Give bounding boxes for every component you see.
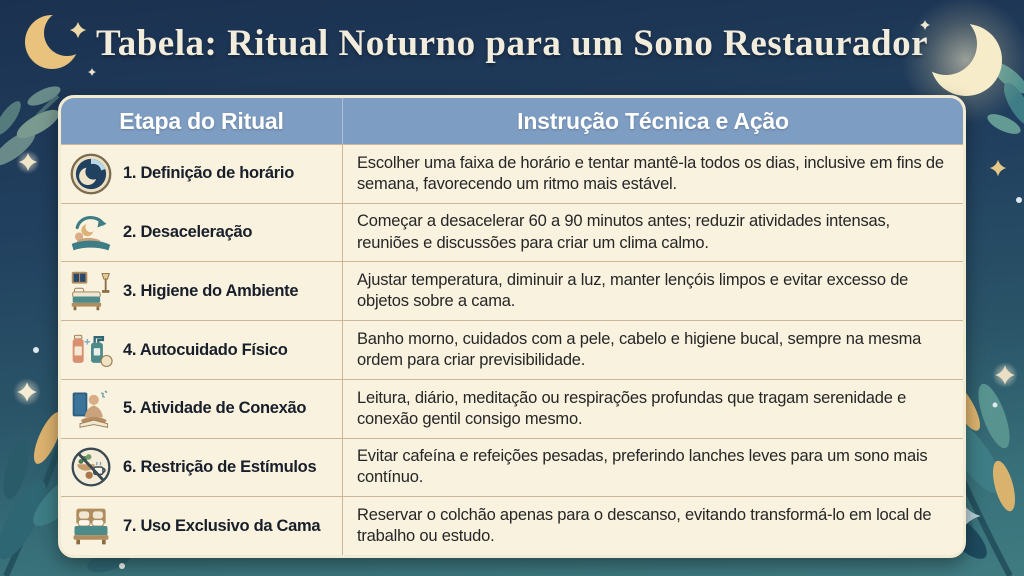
ritual-table [58, 95, 966, 558]
step-cell [61, 380, 343, 438]
table-row [61, 496, 963, 555]
step-label: 4. Autocuidado Físico [123, 340, 288, 359]
sparkle-star-icon [88, 68, 96, 76]
toiletries-icon [69, 328, 113, 372]
table-row [61, 320, 963, 379]
instruction-cell [343, 497, 963, 555]
bedroom-icon [69, 269, 113, 313]
table-row [61, 144, 963, 203]
step-cell [61, 497, 343, 555]
instruction-text: Banho morno, cuidados com a pele, cabelo e higiene bucal, sempre na mesma ordem para criar previsibilidade. [357, 329, 922, 370]
table-body [61, 144, 963, 555]
table-row [61, 261, 963, 320]
no-stimulants-icon [69, 445, 113, 489]
instruction-text: Reservar o colchão apenas para o descanso, evitando transformá-lo em local de trabalho ou estudo. [357, 506, 932, 546]
step-label: 3. Higiene do Ambiente [123, 281, 299, 300]
page-title: Tabela: Ritual Noturno para um Sono Restaurador [95, 23, 929, 64]
step-label: 2. Desaceleração [123, 223, 253, 242]
instruction-text: Escolher uma faixa de horário e tentar mantê-la todos os dias, inclusive em fins de semana, favorecendo um ritmo mais estável. [357, 153, 944, 193]
step-label: 7. Uso Exclusivo da Cama [123, 516, 321, 535]
step-cell [61, 321, 343, 379]
instruction-cell [343, 439, 963, 497]
meditation-icon [69, 387, 113, 431]
table-row [61, 438, 963, 497]
step-cell [61, 204, 343, 262]
instruction-text: Leitura, diário, meditação ou respirações profundas que tragam serenidade e conexão gentil consigo mesmo. [357, 388, 907, 428]
bed-icon [69, 504, 113, 548]
instruction-text: Ajustar temperatura, diminuir a luz, manter lençóis limpos e evitar excesso de objetos sobre a cama. [357, 271, 909, 311]
instruction-text: Começar a desacelerar 60 a 90 minutos antes; reduzir atividades intensas, reuniões e discussões para criar um clima calmo. [357, 212, 890, 252]
step-label: 1. Definição de horário [123, 164, 294, 183]
instruction-text: Evitar cafeína e refeições pesadas, preferindo lanches leves para um sono mais contínuo. [357, 447, 928, 487]
column-header-etapa: Etapa do Ritual [61, 98, 343, 144]
instruction-cell [343, 380, 963, 438]
step-cell [61, 145, 343, 203]
clock-moon-icon [69, 152, 113, 196]
step-cell [61, 439, 343, 497]
column-header-instrucao: Instrução Técnica e Ação [517, 107, 789, 134]
table-row [61, 379, 963, 438]
table-header-row [61, 98, 963, 144]
step-label: 5. Atividade de Conexão [123, 399, 307, 418]
instruction-cell [343, 321, 963, 379]
table-row [61, 203, 963, 262]
step-cell [61, 262, 343, 320]
instruction-cell [343, 204, 963, 262]
wind-down-icon [69, 211, 113, 255]
instruction-cell [343, 262, 963, 320]
instruction-cell [343, 145, 963, 203]
step-label: 6. Restrição de Estímulos [123, 457, 317, 476]
